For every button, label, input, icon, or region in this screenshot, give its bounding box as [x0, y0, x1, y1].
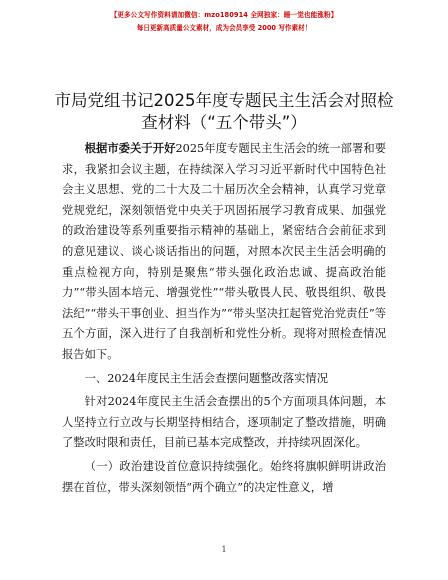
section-1-paragraph: 针对2024年度民主生活会查摆出的5个方面项具体问题，本人坚持立行立改与长期坚持相结合，逐项制定了整改措施，明确了整改时限和责任，目前已基本完成整改，并持续巩固深化。	[62, 395, 386, 450]
page-number: 1	[221, 545, 227, 554]
intro-paragraph	[62, 138, 386, 366]
promo-banner-line-1: 【更多公文写作资料请加微信：mzo180914 全网独家：睡一觉也能涨粉】	[110, 11, 338, 19]
intro-lead: 根据市委关于开好	[84, 141, 176, 155]
subsection-1-paragraph: （一）政治建设首位意识持续强化。始终将旗帜鲜明讲政治摆在首位，带头深刻领悟“两个确立”的决定性意义，增	[62, 459, 386, 494]
section-heading-1: 一、2024年度民主生活会查摆问题整改落实情况	[84, 371, 328, 385]
document-title: 市局党组书记2025年度专题民主生活会对照检查材料（“五个带头”）	[54, 91, 394, 132]
promo-banner-line-2: 每日更新高质量公文素材，成为会员享受 2000 写作素材！	[136, 24, 312, 32]
document-body	[62, 138, 386, 498]
intro-text: 2025年度专题民主生活会的统一部署和要求，我紧扣会议主题，在持续深入学习习近平新时代中国特色社会主义思想、党的二十大及二十届历次全会精神，认真学习党章党规党纪，深刻领悟党中央关于巩固拓展学习教育成果、加强党的政治建设等系列重要指示精神的基础上，紧密结合会前征求到的意见建议、谈心谈话指出的问题，对照本次民主生活会明确的重点检视方向，特别是聚焦“带头强化政治忠诚、提高政治能力”“带头固本培元、增强党性”“带头敬畏人民、敬畏组织、敬畏法纪”“带头干事创业、担当作为”“带头坚决扛起管党治党责任”等五个方面，深入进行了自我剖析和党性分析。现将对照检查情况报告如下。	[62, 142, 386, 361]
